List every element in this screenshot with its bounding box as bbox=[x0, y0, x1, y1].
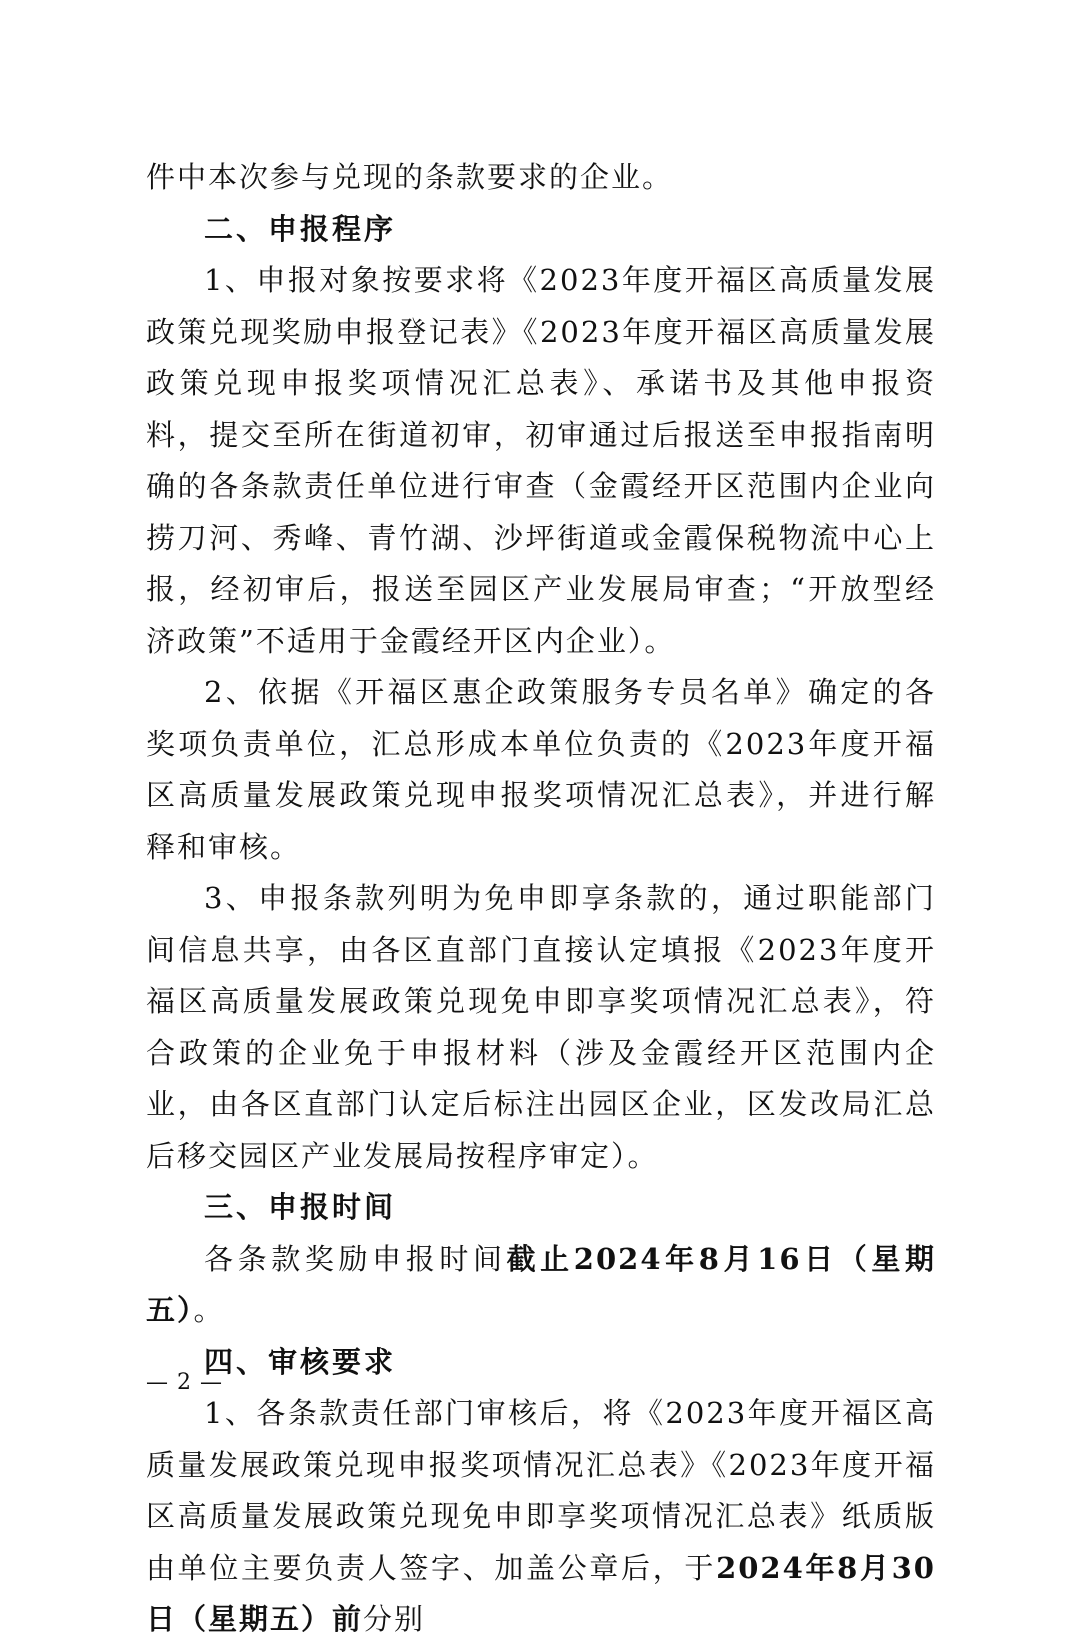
procedure-item-2: 2、依据《开福区惠企政策服务专员名单》确定的各奖项负责单位，汇总形成本单位负责的《2023年度开福区高质量发展政策兑现申报奖项情况汇总表》，并进行解释和审核。 bbox=[146, 675, 936, 864]
time-deadline: 截止2024年8月16日（星期五） bbox=[146, 1241, 936, 1327]
section-heading-review: 四、审核要求 bbox=[204, 1344, 397, 1379]
procedure-item-1: 1、申报对象按要求将《2023年度开福区高质量发展政策兑现奖励申报登记表》《2023年度开福区高质量发展政策兑现申报奖项情况汇总表》、承诺书及其他申报资料，提交至所在街道初审，初审通过后报送至申报指南明确的各条款责任单位进行审查（金霞经开区范围内企业向捞刀河、秀峰、青竹湖、沙坪街道或金霞保税物流中心上报，经初审后，报送至园区产业发展局审查；“开放型经济政策”不适用于金霞经开区内企业）。 bbox=[146, 263, 936, 658]
time-text-prefix: 各条款奖励申报时间 bbox=[204, 1241, 507, 1276]
continuation-paragraph: 件中本次参与兑现的条款要求的企业。 bbox=[146, 160, 674, 194]
time-text-suffix: 。 bbox=[193, 1293, 225, 1327]
review-deadline: 2024年8月30日（星期五）前 bbox=[146, 1550, 936, 1636]
section-heading-procedure: 二、申报程序 bbox=[204, 211, 397, 246]
section-heading-time: 三、申报时间 bbox=[204, 1190, 397, 1224]
review-text-suffix: 分别 bbox=[363, 1602, 426, 1636]
page-number: — 2 — bbox=[146, 1370, 223, 1395]
procedure-item-3: 3、申报条款列明为免申即享条款的，通过职能部门间信息共享，由各区直部门直接认定填报《2023年度开福区高质量发展政策兑现免申即享奖项情况汇总表》，符合政策的企业免于申报材料（涉及金霞经开区范围内企业，由各区直部门认定后标注出园区企业，区发改局汇总后移交园区产业发展局按程序审定）。 bbox=[146, 881, 936, 1173]
document-body bbox=[146, 152, 936, 1646]
review-item-1 bbox=[146, 1388, 936, 1646]
time-paragraph bbox=[146, 1234, 936, 1337]
review-text-prefix: 1、各条款责任部门审核后，将《2023年度开福区高质量发展政策兑现申报奖项情况汇总表》《2023年度开福区高质量发展政策兑现免申即享奖项情况汇总表》纸质版由单位主要负责人签字、加盖公章后，于 bbox=[146, 1396, 936, 1585]
